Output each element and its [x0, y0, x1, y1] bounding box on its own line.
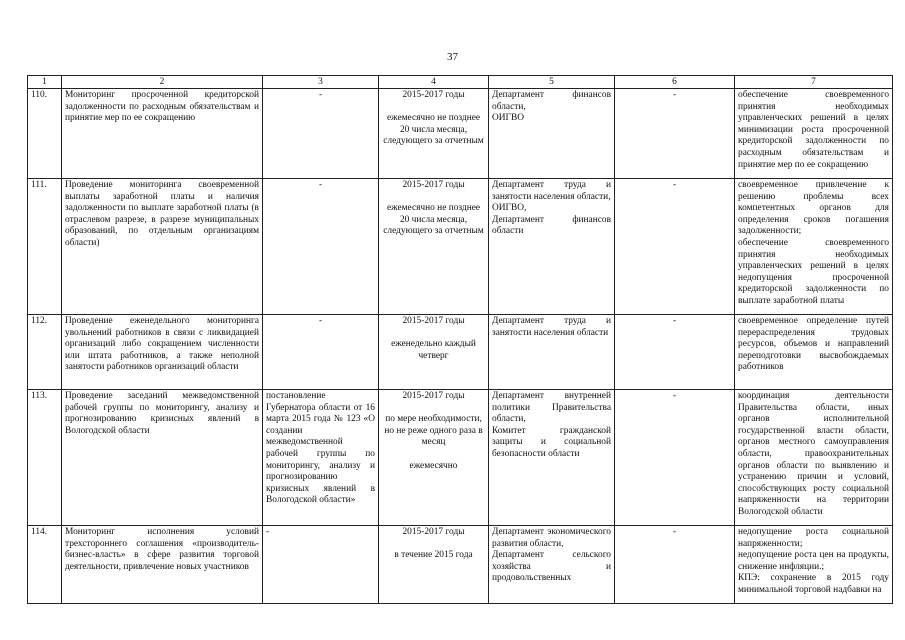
executor: Департамент труда и занятости населения области, ОИГВО, Департамент финансов области: [489, 179, 615, 315]
expected-result: своевременное привлечение к решению проблемы всех компетентных органов для определения сроков погашения задолженности; обеспечение своевременного принятия необходимых управленческих решений в целях недопущения просроченной кредиторской задолженности по выплате заработной платы: [735, 179, 893, 315]
table-row: [28, 315, 893, 390]
row-number: 114.: [28, 526, 62, 604]
legal-basis: постановление Губернатора области от 16 марта 2015 года № 123 «О создании межведомственной рабочей группы по мониторингу, анализу и прогнозированию кризисных явлений в Вологодской области»: [263, 390, 379, 526]
period: 2015-2017 годы по мере необходимости, но не реже одного раза в месяц ежемесячно: [379, 390, 489, 526]
measures-table: [27, 75, 893, 604]
table-row: [28, 89, 893, 179]
header-row: [28, 76, 893, 89]
expected-result: обеспечение своевременного принятия необходимых управленческих решений в целях минимизации роста просроченной кредиторской задолженности по расходным обязательствам и принятие мер по ее сокращению: [735, 89, 893, 179]
expected-result: координация деятельности Правительства области, иных органов исполнительной государственной власти области, органов местного самоуправления области, правоохранительных органов области по выявлению и устранению причин и условий, способствующих росту социальной напряженности на территории Вологодской области: [735, 390, 893, 526]
row-number: 112.: [28, 315, 62, 390]
column-6-value: -: [615, 179, 735, 315]
executor: Департамент финансов области, ОИГВО: [489, 89, 615, 179]
legal-basis: -: [263, 179, 379, 315]
period: 2015-2017 годы ежемесячно не позднее 20 числа месяца, следующего за отчетным: [379, 179, 489, 315]
header-cell: 2: [62, 76, 263, 89]
row-number: 111.: [28, 179, 62, 315]
legal-basis: -: [263, 526, 379, 604]
measure-name: Проведение заседаний межведомственной рабочей группы по мониторингу, анализу и прогнозированию кризисных явлений в Вологодской области: [62, 390, 263, 526]
row-number: 110.: [28, 89, 62, 179]
column-6-value: -: [615, 315, 735, 390]
expected-result: недопущение роста социальной напряженности; недопущение роста цен на продукты, снижение инфляции.; КПЭ: сохранение в 2015 году минимальной торговой надбавки на: [735, 526, 893, 604]
executor: Департамент внутренней политики Правительства области, Комитет гражданской защиты и социальной безопасности области: [489, 390, 615, 526]
header-cell: 5: [489, 76, 615, 89]
measure-name: Мониторинг просроченной кредиторской задолженности по расходным обязательствам и принятие мер по ее сокращению: [62, 89, 263, 179]
period: 2015-2017 годы ежемесячно не позднее 20 числа месяца, следующего за отчетным: [379, 89, 489, 179]
header-cell: 6: [615, 76, 735, 89]
measure-name: Проведение мониторинга своевременной выплаты заработной платы и наличия задолженности по выплате заработной платы (в отраслевом разрезе, в разрезе муниципальных образований, по отдельным организациям области): [62, 179, 263, 315]
header-cell: 7: [735, 76, 893, 89]
expected-result: своевременное определение путей перераспределения трудовых ресурсов, объемов и направлений переподготовки высвобождаемых работников: [735, 315, 893, 390]
measure-name: Мониторинг исполнения условий трехстороннего соглашения «производитель-бизнес-власть» в сфере развития торговой деятельности, привлечение новых участников: [62, 526, 263, 604]
period: 2015-2017 годы в течение 2015 года: [379, 526, 489, 604]
table-row: [28, 526, 893, 604]
executor: Департамент экономического развития области, Департамент сельского хозяйства и продовольственных: [489, 526, 615, 604]
column-6-value: -: [615, 390, 735, 526]
header-cell: 1: [28, 76, 62, 89]
header-cell: 3: [263, 76, 379, 89]
column-6-value: -: [615, 526, 735, 604]
period: 2015-2017 годы еженедельно каждый четверг: [379, 315, 489, 390]
column-6-value: -: [615, 89, 735, 179]
header-cell: 4: [379, 76, 489, 89]
executor: Департамент труда и занятости населения области: [489, 315, 615, 390]
legal-basis: -: [263, 89, 379, 179]
measure-name: Проведение еженедельного мониторинга увольнений работников в связи с ликвидацией организаций либо сокращением численности или штата работников, а также неполной занятости работников организаций области: [62, 315, 263, 390]
page-number: 37: [447, 51, 458, 63]
table-row: [28, 390, 893, 526]
row-number: 113.: [28, 390, 62, 526]
legal-basis: -: [263, 315, 379, 390]
table-row: [28, 179, 893, 315]
